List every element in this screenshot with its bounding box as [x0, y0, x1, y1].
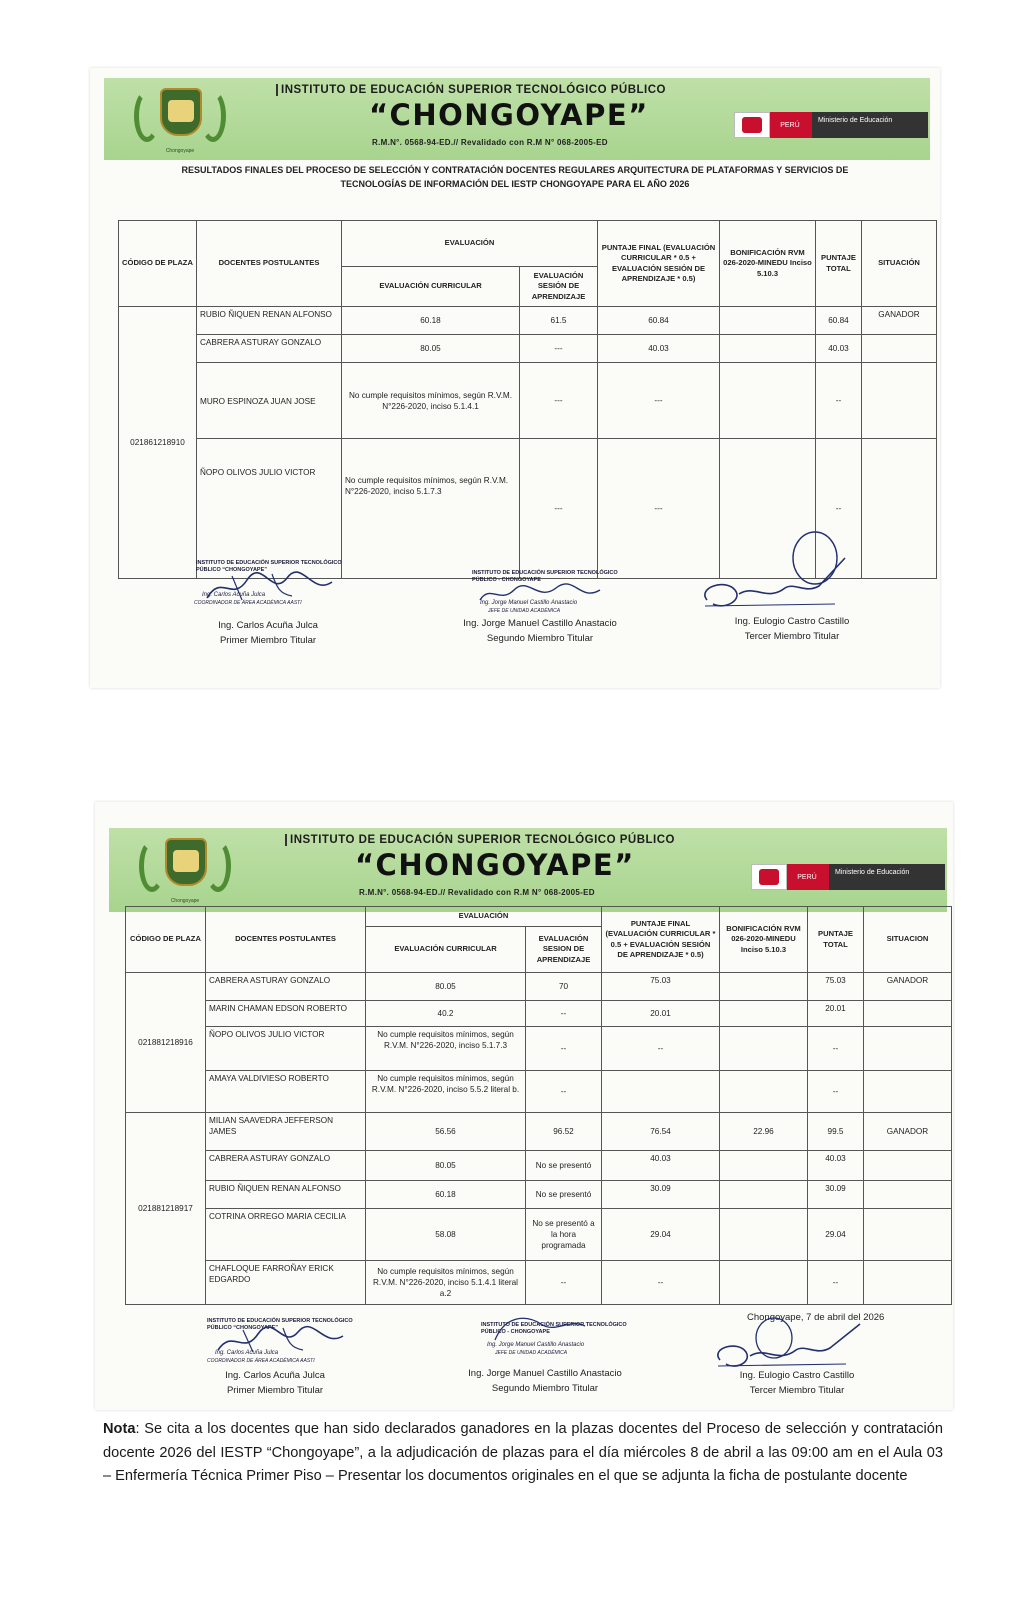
score-curricular: 80.05 — [342, 335, 520, 363]
table-row — [126, 1209, 952, 1261]
score-curricular: No cumple requisitos mínimos, según R.V.M. N°226-2020, inciso 5.1.4.1 — [342, 363, 520, 439]
situacion-badge — [864, 1071, 952, 1113]
signatory-2-role: Segundo Miembro Titular — [491, 1383, 599, 1394]
bonificacion — [720, 307, 816, 335]
bonificacion — [720, 1027, 808, 1071]
bonificacion — [720, 1261, 808, 1305]
candidate-name: CHAFLOQUE FARROÑAY ERICK EDGARDO — [206, 1261, 366, 1305]
signature-1-name: Ing. Carlos Acuña Julca — [202, 592, 266, 598]
signatory-3 — [707, 1368, 887, 1398]
table-row — [126, 1027, 952, 1071]
signatory-3 — [702, 614, 882, 644]
signature-3-icon — [695, 528, 865, 618]
bonificacion — [720, 1181, 808, 1209]
score-total: -- — [808, 1027, 864, 1071]
bonificacion — [720, 335, 816, 363]
table-row — [119, 363, 937, 439]
signatory-2 — [430, 616, 650, 646]
score-curricular: 56.56 — [366, 1113, 526, 1151]
signatory-2-role: Segundo Miembro Titular — [486, 633, 594, 644]
institution-rmn: R.M.N°. 0568-94-ED.// Revalidado con R.M N° 068-2005-ED — [372, 138, 608, 147]
score-total: 30.09 — [808, 1181, 864, 1209]
plaza-code: 021861218910 — [119, 307, 197, 579]
signatory-3-name: Ing. Eulogio Castro Castillo — [734, 616, 850, 627]
peru-shield-icon — [751, 864, 787, 890]
score-curricular: No cumple requisitos mínimos, según R.V.M. N°226-2020, inciso 5.5.2 literal b. — [366, 1071, 526, 1113]
signatory-1-name: Ing. Carlos Acuña Julca — [218, 620, 318, 631]
results-table-2 — [125, 906, 952, 1305]
plaza-code: 021881218917 — [126, 1113, 206, 1305]
signatory-1 — [175, 1368, 375, 1398]
peru-shield-icon — [734, 112, 770, 138]
institution-crest-icon: Chongoyape — [126, 84, 234, 154]
signature-2-title: JEFE DE UNIDAD ACADÉMICA — [488, 608, 561, 614]
signature-1-title: COORDINADOR DE ÁREA ACADÉMICA AASTI — [207, 1358, 315, 1364]
candidate-name: COTRINA ORREGO MARIA CECILIA — [206, 1209, 366, 1261]
situacion-badge: GANADOR — [864, 1113, 952, 1151]
col-codigo: CÓDIGO DE PLAZA — [126, 907, 206, 973]
institution-crest-icon: Chongoyape — [131, 834, 239, 904]
candidate-name: RUBIO ÑIQUEN RENAN ALFONSO — [197, 307, 342, 335]
score-final: -- — [602, 1027, 720, 1071]
candidate-name: MURO ESPINOZA JUAN JOSE — [197, 363, 342, 439]
score-total: 60.84 — [816, 307, 862, 335]
score-curricular: 80.05 — [366, 1151, 526, 1181]
col-sesion: EVALUACIÓN SESIÓN DE APRENDIZAJE — [520, 267, 598, 307]
score-final: 30.09 — [602, 1181, 720, 1209]
bonificacion — [720, 1209, 808, 1261]
score-sesion: --- — [520, 335, 598, 363]
col-puntaje-total: PUNTAJE TOTAL — [808, 907, 864, 973]
col-evaluacion: EVALUACIÓN — [366, 907, 602, 927]
situacion-badge — [862, 335, 937, 363]
score-sesion: No se presentó a la hora programada — [526, 1209, 602, 1261]
institution-line: INSTITUTO DE EDUCACIÓN SUPERIOR TECNOLÓGICO PÚBLICO — [276, 84, 666, 96]
note-text: : Se cita a los docentes que han sido declarados ganadores en la plazas docentes del Proceso de selección y contratación docente 2026 del IESTP “Chongoyape”, a la adjudicación de plazas para el día miércoles 8 de abril a las 09:00 am en el Aula 03 – Enfermería Técnica Primer Piso – Presentar los documentos originales en el que se adjunta la ficha de postulante docente — [103, 1421, 943, 1484]
signature-3-icon — [710, 1314, 870, 1374]
col-bonificacion: BONIFICACIÓN RVM 026-2020-MINEDU Inciso 5.10.3 — [720, 907, 808, 973]
situacion-badge — [862, 363, 937, 439]
scanned-document-2 — [95, 802, 953, 1410]
table-row — [126, 1261, 952, 1305]
score-total: -- — [808, 1261, 864, 1305]
candidate-name: AMAYA VALDIVIESO ROBERTO — [206, 1071, 366, 1113]
signatory-2 — [435, 1366, 655, 1396]
scanned-document-1 — [90, 68, 940, 688]
score-curricular: 60.18 — [366, 1181, 526, 1209]
score-total: 75.03 — [808, 973, 864, 1001]
candidate-name: RUBIO ÑIQUEN RENAN ALFONSO — [206, 1181, 366, 1209]
situacion-badge — [864, 1261, 952, 1305]
bonificacion — [720, 973, 808, 1001]
institution-rmn: R.M.N°. 0568-94-ED.// Revalidado con R.M N° 068-2005-ED — [359, 888, 595, 897]
institution-name: “CHONGOYAPE” — [355, 848, 635, 882]
score-sesion: 70 — [526, 973, 602, 1001]
col-situacion: SITUACIÓN — [862, 221, 937, 307]
signatory-1-name: Ing. Carlos Acuña Julca — [225, 1370, 325, 1381]
score-total: -- — [808, 1071, 864, 1113]
signature-2-name: Ing. Jorge Manuel Castillo Anastacio — [487, 1342, 585, 1348]
score-curricular: 58.08 — [366, 1209, 526, 1261]
score-total: 29.04 — [808, 1209, 864, 1261]
note-label: Nota — [103, 1421, 136, 1437]
col-curricular: EVALUACIÓN CURRICULAR — [342, 267, 520, 307]
col-puntaje-final: PUNTAJE FINAL (EVALUACIÓN CURRICULAR * 0.5 + EVALUACIÓN SESIÓN DE APRENDIZAJE * 0.5) — [598, 221, 720, 307]
institution-banner — [109, 828, 947, 912]
score-final: 40.03 — [598, 335, 720, 363]
bonificacion — [720, 1001, 808, 1027]
score-sesion: 96.52 — [526, 1113, 602, 1151]
stamp-1: INSTITUTO DE EDUCACIÓN SUPERIOR TECNOLÓGICO PÚBLICO “CHONGOYAPE” — [207, 1318, 353, 1331]
score-curricular: No cumple requisitos mínimos, según R.V.M. N°226-2020, inciso 5.1.7.3 — [342, 439, 520, 579]
signatory-1-role: Primer Miembro Titular — [226, 1385, 324, 1396]
candidate-name: ÑOPO OLIVOS JULIO VICTOR — [197, 439, 342, 579]
score-final: -- — [602, 1261, 720, 1305]
minedu-logo: PERÚ Ministerio de Educación — [734, 112, 928, 138]
table-row — [126, 1001, 952, 1027]
score-final: 20.01 — [602, 1001, 720, 1027]
situacion-badge: GANADOR — [864, 973, 952, 1001]
situacion-badge — [864, 1209, 952, 1261]
col-bonificacion: BONIFICACIÓN RVM 026-2020-MINEDU Inciso 5.10.3 — [720, 221, 816, 307]
candidate-name: MILIAN SAAVEDRA JEFFERSON JAMES — [206, 1113, 366, 1151]
score-total: 99.5 — [808, 1113, 864, 1151]
candidate-name: CABRERA ASTURAY GONZALO — [197, 335, 342, 363]
table-row — [126, 1071, 952, 1113]
score-total: 40.03 — [816, 335, 862, 363]
score-total: -- — [816, 439, 862, 579]
institution-line: INSTITUTO DE EDUCACIÓN SUPERIOR TECNOLÓGICO PÚBLICO — [285, 834, 675, 846]
candidate-name: CABRERA ASTURAY GONZALO — [206, 973, 366, 1001]
situacion-badge — [864, 1027, 952, 1071]
signature-1-title: COORDINADOR DE ÁREA ACADÉMICA AASTI — [194, 600, 302, 606]
note-paragraph — [103, 1418, 943, 1489]
score-curricular: 80.05 — [366, 973, 526, 1001]
table-row — [126, 1181, 952, 1209]
col-puntaje-total: PUNTAJE TOTAL — [816, 221, 862, 307]
situacion-badge: GANADOR — [862, 307, 937, 335]
score-sesion: --- — [520, 439, 598, 579]
signatory-3-role: Tercer Miembro Titular — [749, 1385, 845, 1396]
score-total: -- — [816, 363, 862, 439]
situacion-badge — [864, 1151, 952, 1181]
signature-2-name: Ing. Jorge Manuel Castillo Anastacio — [480, 600, 578, 606]
score-final: --- — [598, 439, 720, 579]
stamp-2: INSTITUTO DE EDUCACIÓN SUPERIOR TECNOLÓGICO PÚBLICO - CHONGOYAPE — [472, 570, 618, 583]
score-sesion: 61.5 — [520, 307, 598, 335]
candidate-name: MARIN CHAMAN EDSON ROBERTO — [206, 1001, 366, 1027]
score-sesion: No se presentó — [526, 1181, 602, 1209]
situacion-badge — [864, 1181, 952, 1209]
score-curricular: 40.2 — [366, 1001, 526, 1027]
bonificacion: 22.96 — [720, 1113, 808, 1151]
signature-1-name: Ing. Carlos Acuña Julca — [215, 1350, 279, 1356]
score-final: 29.04 — [602, 1209, 720, 1261]
signature-2-title: JEFE DE UNIDAD ACADÉMICA — [495, 1350, 568, 1356]
place-date: Chongoyape, 7 de abril del 2026 — [747, 1312, 885, 1323]
col-evaluacion: EVALUACIÓN — [342, 221, 598, 267]
bonificacion — [720, 1071, 808, 1113]
plaza-code: 021881218916 — [126, 973, 206, 1113]
score-curricular: No cumple requisitos mínimos, según R.V.M. N°226-2020, inciso 5.1.4.1 literal a.2 — [366, 1261, 526, 1305]
situacion-badge — [864, 1001, 952, 1027]
signatory-2-name: Ing. Jorge Manuel Castillo Anastacio — [463, 618, 617, 629]
table-row — [119, 307, 937, 335]
score-sesion: --- — [520, 363, 598, 439]
col-codigo: CÓDIGO DE PLAZA — [119, 221, 197, 307]
score-sesion: -- — [526, 1027, 602, 1071]
score-sesion: -- — [526, 1001, 602, 1027]
bonificacion — [720, 363, 816, 439]
stamp-1: INSTITUTO DE EDUCACIÓN SUPERIOR TECNOLÓGICO PÚBLICO “CHONGOYAPE” — [196, 560, 342, 573]
table-row — [126, 973, 952, 1001]
table-row — [126, 1113, 952, 1151]
score-final: 75.03 — [602, 973, 720, 1001]
signatory-1-role: Primer Miembro Titular — [219, 635, 317, 646]
minedu-logo: PERÚ Ministerio de Educación — [751, 864, 945, 890]
table-row — [119, 335, 937, 363]
score-sesion: -- — [526, 1071, 602, 1113]
score-final: 60.84 — [598, 307, 720, 335]
score-total: 40.03 — [808, 1151, 864, 1181]
col-docentes: DOCENTES POSTULANTES — [206, 907, 366, 973]
institution-name: “CHONGOYAPE” — [369, 98, 649, 132]
score-curricular: 60.18 — [342, 307, 520, 335]
col-docentes: DOCENTES POSTULANTES — [197, 221, 342, 307]
results-table-1 — [118, 220, 937, 579]
signatory-1 — [168, 618, 368, 648]
institution-banner — [104, 78, 930, 160]
score-final: 76.54 — [602, 1113, 720, 1151]
table-row — [126, 1151, 952, 1181]
document-title: RESULTADOS FINALES DEL PROCESO DE SELECCIÓN Y CONTRATACIÓN DOCENTES REGULARES ARQUITECTURA DE PLATAFORMAS Y SERVICIOS DE TECNOLOGÍAS DE INFORMACIÓN DEL IESTP CHONGOYAPE PARA EL AÑO 2026 — [181, 165, 849, 189]
score-curricular: No cumple requisitos mínimos, según R.V.M. N°226-2020, inciso 5.1.7.3 — [366, 1027, 526, 1071]
col-puntaje-final: PUNTAJE FINAL (EVALUACIÓN CURRICULAR * 0.5 + EVALUACIÓN SESIÓN DE APRENDIZAJE * 0.5) — [602, 907, 720, 973]
col-sesion: EVALUACIÓN SESION DE APRENDIZAJE — [526, 927, 602, 973]
score-final: 40.03 — [602, 1151, 720, 1181]
score-final — [602, 1071, 720, 1113]
signatory-3-role: Tercer Miembro Titular — [744, 631, 840, 642]
score-sesion: No se presentó — [526, 1151, 602, 1181]
bonificacion — [720, 1151, 808, 1181]
candidate-name: ÑOPO OLIVOS JULIO VICTOR — [206, 1027, 366, 1071]
score-total: 20.01 — [808, 1001, 864, 1027]
stamp-2: INSTITUTO DE EDUCACIÓN SUPERIOR TECNOLÓGICO PÚBLICO - CHONGOYAPE — [481, 1322, 627, 1335]
candidate-name: CABRERA ASTURAY GONZALO — [206, 1151, 366, 1181]
signatory-2-name: Ing. Jorge Manuel Castillo Anastacio — [468, 1368, 622, 1379]
col-situacion: SITUACION — [864, 907, 952, 973]
col-curricular: EVALUACIÓN CURRICULAR — [366, 927, 526, 973]
situacion-badge — [862, 439, 937, 579]
score-sesion: -- — [526, 1261, 602, 1305]
score-final: --- — [598, 363, 720, 439]
signatory-3-name: Ing. Eulogio Castro Castillo — [739, 1370, 855, 1381]
